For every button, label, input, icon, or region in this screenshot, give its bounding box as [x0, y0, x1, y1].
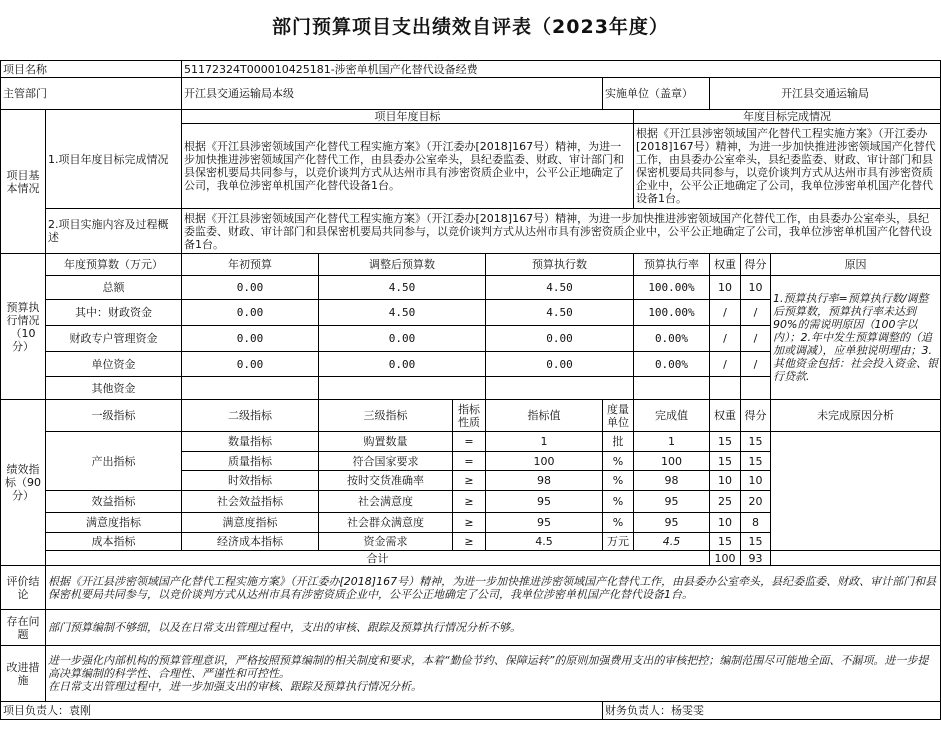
perf-header-row: [1, 400, 941, 432]
project-name-row: [1, 61, 941, 78]
budget-row-name: 财政专户管理资金: [46, 326, 182, 352]
budget-row-adjusted: 4.50: [319, 276, 486, 300]
issue-row: [1, 610, 941, 646]
perf-l2: 满意度指标: [182, 513, 319, 533]
budget-row-adjusted: 0.00: [319, 326, 486, 352]
perf-score: 10: [741, 471, 771, 491]
perf-unit: %: [603, 471, 634, 491]
evaluation-label: 评价结论: [1, 566, 46, 610]
perf-done: 100: [634, 452, 710, 471]
budget-reason: 1.预算执行率=预算执行数/调整后预算数，预算执行率未达到90%的需说明原因（100字以内）；2.年中发生预算调整的（追加或调减），应单独说明理由；3.其他资金包括：社会投入资金、银行贷款.: [771, 276, 941, 400]
budget-row-initial: 0.00: [182, 326, 319, 352]
budget-row-rate: [634, 377, 710, 400]
improvement-row: [1, 646, 941, 702]
budget-row-name: 其中：财政资金: [46, 300, 182, 326]
budget-row-adjusted: 0.00: [319, 352, 486, 377]
improvement-text-1: 进一步强化内部机构的预算管理意识，严格按照预算编制的相关制度和要求，本着“勤俭节约、保障运转”的原则加强费用支出的审核把控；编制范围尽可能地全面、不漏项。进一步提高决算编制的科学性、合理性、严谨性和可控性。: [48, 654, 929, 680]
budget-section-label: 预算执行情况（10分）: [1, 254, 46, 400]
perf-nature: ≥: [453, 471, 486, 491]
budget-header-executed: 预算执行数: [486, 254, 634, 276]
perf-header-unit: 度量单位: [603, 400, 634, 432]
perf-nature: =: [453, 432, 486, 452]
total-row: [1, 551, 941, 566]
budget-row-executed: [486, 377, 634, 400]
issue-text: 部门预算编制不够细，以及在日常支出管理过程中，支出的审核、跟踪及预算执行情况分析不够。: [46, 610, 941, 646]
perf-l3: 按时交货准确率: [319, 471, 453, 491]
perf-score: 8: [741, 513, 771, 533]
perf-reason-cell: [771, 432, 941, 551]
perf-unit: 批: [603, 432, 634, 452]
department-row: [1, 78, 941, 110]
total-label: 合计: [46, 551, 710, 566]
budget-row-score: /: [741, 326, 771, 352]
perf-score: 15: [741, 432, 771, 452]
budget-row-adjusted: 4.50: [319, 300, 486, 326]
process-row: [1, 209, 941, 254]
perf-weight: 15: [710, 432, 741, 452]
perf-weight: 15: [710, 533, 741, 551]
perf-unit: %: [603, 513, 634, 533]
perf-header-value: 指标值: [486, 400, 603, 432]
budget-row-weight: /: [710, 300, 741, 326]
perf-header-score: 得分: [741, 400, 771, 432]
perf-done: 95: [634, 513, 710, 533]
perf-header-l3: 三级指标: [319, 400, 453, 432]
perf-header-l1: 一级指标: [46, 400, 182, 432]
budget-row-executed: 0.00: [486, 352, 634, 377]
goal-header: 项目年度目标: [182, 110, 634, 124]
impl-unit-label: 实施单位（盖章）: [603, 78, 710, 110]
budget-row-executed: 4.50: [486, 276, 634, 300]
signature-row: [1, 702, 941, 720]
budget-row-score: /: [741, 352, 771, 377]
perf-l2: 社会效益指标: [182, 491, 319, 513]
department-label: 主管部门: [1, 78, 182, 110]
perf-header-done: 完成值: [634, 400, 710, 432]
issue-label: 存在问题: [1, 610, 46, 646]
budget-row-score: 10: [741, 276, 771, 300]
perf-value: 1: [486, 432, 603, 452]
perf-l3: 社会群众满意度: [319, 513, 453, 533]
improvement-text: [46, 646, 941, 702]
budget-row-initial: 0.00: [182, 300, 319, 326]
perf-l2: 数量指标: [182, 432, 319, 452]
perf-value: 100: [486, 452, 603, 471]
improvement-label: 改进措施: [1, 646, 46, 702]
project-name-label: 项目名称: [1, 61, 182, 78]
perf-done: 1: [634, 432, 710, 452]
budget-row-name: 单位资金: [46, 352, 182, 377]
budget-header-initial: 年初预算: [182, 254, 319, 276]
budget-row-initial: [182, 377, 319, 400]
perf-l1: 效益指标: [46, 491, 182, 513]
budget-header-weight: 权重: [710, 254, 741, 276]
impl-unit-value: 开江县交通运输局: [710, 78, 941, 110]
budget-row-executed: 4.50: [486, 300, 634, 326]
perf-nature: ≥: [453, 513, 486, 533]
perf-score: 15: [741, 533, 771, 551]
budget-header-row: [1, 254, 941, 276]
finance-lead: 财务负责人：杨雯雯: [603, 702, 941, 720]
budget-row-rate: 0.00%: [634, 352, 710, 377]
evaluation-text: 根据《开江县涉密领域国产化替代工程实施方案》（开江委办[2018]167号）精神，为进一步加快推进涉密领域国产化替代工作，由县委办公室牵头，县纪委监委、财政、审计部门和县保密机要局共同参与，以竞价谈判方式从达州市具有涉密资质企业中，公平公正地确定了公司，我单位涉密单机国产化替代设备1台。: [46, 566, 941, 610]
evaluation-table: [0, 60, 941, 720]
perf-value: 4.5: [486, 533, 603, 551]
perf-unit: %: [603, 452, 634, 471]
evaluation-row: [1, 566, 941, 610]
budget-header-score: 得分: [741, 254, 771, 276]
budget-row-initial: 0.00: [182, 352, 319, 377]
budget-row-name: 其他资金: [46, 377, 182, 400]
budget-row-weight: /: [710, 352, 741, 377]
process-text: 根据《开江县涉密领域国产化替代工程实施方案》（开江委办[2018]167号）精神，为进一步加快推进涉密领域国产化替代工作，由县委办公室牵头，县纪委监委、财政、审计部门和县保密机要局共同参与，以竞价谈判方式从达州市具有涉密资质企业中，公平公正地确定了公司，我单位涉密单机国产化替代设备1台。: [182, 209, 941, 254]
perf-weight: 10: [710, 471, 741, 491]
perf-section-label: 绩效指标（90分）: [1, 400, 46, 566]
budget-row-rate: 0.00%: [634, 326, 710, 352]
perf-value: 95: [486, 491, 603, 513]
perf-value: 95: [486, 513, 603, 533]
perf-weight: 15: [710, 452, 741, 471]
improvement-text-2: 在日常支出管理过程中，进一步加强支出的审核、跟踪及预算执行情况分析。: [48, 680, 422, 693]
budget-row-initial: 0.00: [182, 276, 319, 300]
budget-row: [1, 276, 941, 300]
perf-row: [1, 432, 941, 452]
perf-unit: %: [603, 491, 634, 513]
goal-text: 根据《开江县涉密领域国产化替代工程实施方案》（开江委办[2018]167号）精神，为进一步加快推进涉密领域国产化替代工作，由县委办公室牵头，县纪委监委、财政、审计部门和县保密机要局共同参与，以竞价谈判方式从达州市具有涉密资质企业中，公平公正地确定了公司，我单位涉密单机国产化替代设备1台。: [182, 124, 634, 209]
goal-completion-text: 根据《开江县涉密领域国产化替代工程实施方案》（开江委办[2018]167号）精神，为进一步加快推进涉密领域国产化替代工作，由县委办公室牵头，县纪委监委、财政、审计部门和县保密机要局共同参与，以竞价谈判方式从达州市具有涉密资质企业中，公平公正地确定了公司，我单位涉密单机国产化替代设备1台。: [634, 124, 941, 209]
budget-row-name: 总额: [46, 276, 182, 300]
budget-row-adjusted: [319, 377, 486, 400]
perf-l2: 经济成本指标: [182, 533, 319, 551]
basic-info-label: 项目基本情况: [1, 110, 46, 254]
budget-row-weight: /: [710, 326, 741, 352]
perf-header-l2: 二级指标: [182, 400, 319, 432]
total-score: 93: [741, 551, 771, 566]
project-name-value: 51172324T000010425181-涉密单机国产化替代设备经费: [182, 61, 941, 78]
perf-l3: 社会满意度: [319, 491, 453, 513]
project-lead: 项目负责人：袁刚: [1, 702, 603, 720]
perf-done: 98: [634, 471, 710, 491]
perf-done: 4.5: [634, 533, 710, 551]
budget-row-executed: 0.00: [486, 326, 634, 352]
perf-l1: 满意度指标: [46, 513, 182, 533]
basic-info-header-row: [1, 110, 941, 124]
perf-l1: 成本指标: [46, 533, 182, 551]
budget-row-rate: 100.00%: [634, 300, 710, 326]
perf-l3: 资金需求: [319, 533, 453, 551]
perf-header-weight: 权重: [710, 400, 741, 432]
total-weight: 100: [710, 551, 741, 566]
goal-completion-header: 年度目标完成情况: [634, 110, 941, 124]
perf-value: 98: [486, 471, 603, 491]
perf-nature: =: [453, 452, 486, 471]
perf-unit: 万元: [603, 533, 634, 551]
budget-header-adjusted: 调整后预算数: [319, 254, 486, 276]
budget-row-rate: 100.00%: [634, 276, 710, 300]
output-indicator-label: 产出指标: [46, 432, 182, 491]
page-title: 部门预算项目支出绩效自评表（2023年度）: [272, 16, 669, 38]
budget-header-year: 年度预算数（万元）: [46, 254, 182, 276]
perf-header-nature: 指标性质: [453, 400, 486, 432]
perf-done: 95: [634, 491, 710, 513]
perf-score: 20: [741, 491, 771, 513]
perf-nature: ≥: [453, 533, 486, 551]
perf-header-reason: 未完成原因分析: [771, 400, 941, 432]
budget-row-score: [741, 377, 771, 400]
budget-row-score: /: [741, 300, 771, 326]
perf-l3: 符合国家要求: [319, 452, 453, 471]
budget-row-weight: [710, 377, 741, 400]
budget-header-rate: 预算执行率: [634, 254, 710, 276]
goal-row-label: 1.项目年度目标完成情况: [46, 110, 182, 209]
perf-weight: 25: [710, 491, 741, 513]
perf-nature: ≥: [453, 491, 486, 513]
perf-l2: 时效指标: [182, 471, 319, 491]
budget-row-weight: 10: [710, 276, 741, 300]
perf-score: 15: [741, 452, 771, 471]
budget-header-reason: 原因: [771, 254, 941, 276]
perf-l2: 质量指标: [182, 452, 319, 471]
perf-weight: 10: [710, 513, 741, 533]
department-value: 开江县交通运输局本级: [182, 78, 603, 110]
perf-l3: 购置数量: [319, 432, 453, 452]
process-row-label: 2.项目实施内容及过程概述: [46, 209, 182, 254]
